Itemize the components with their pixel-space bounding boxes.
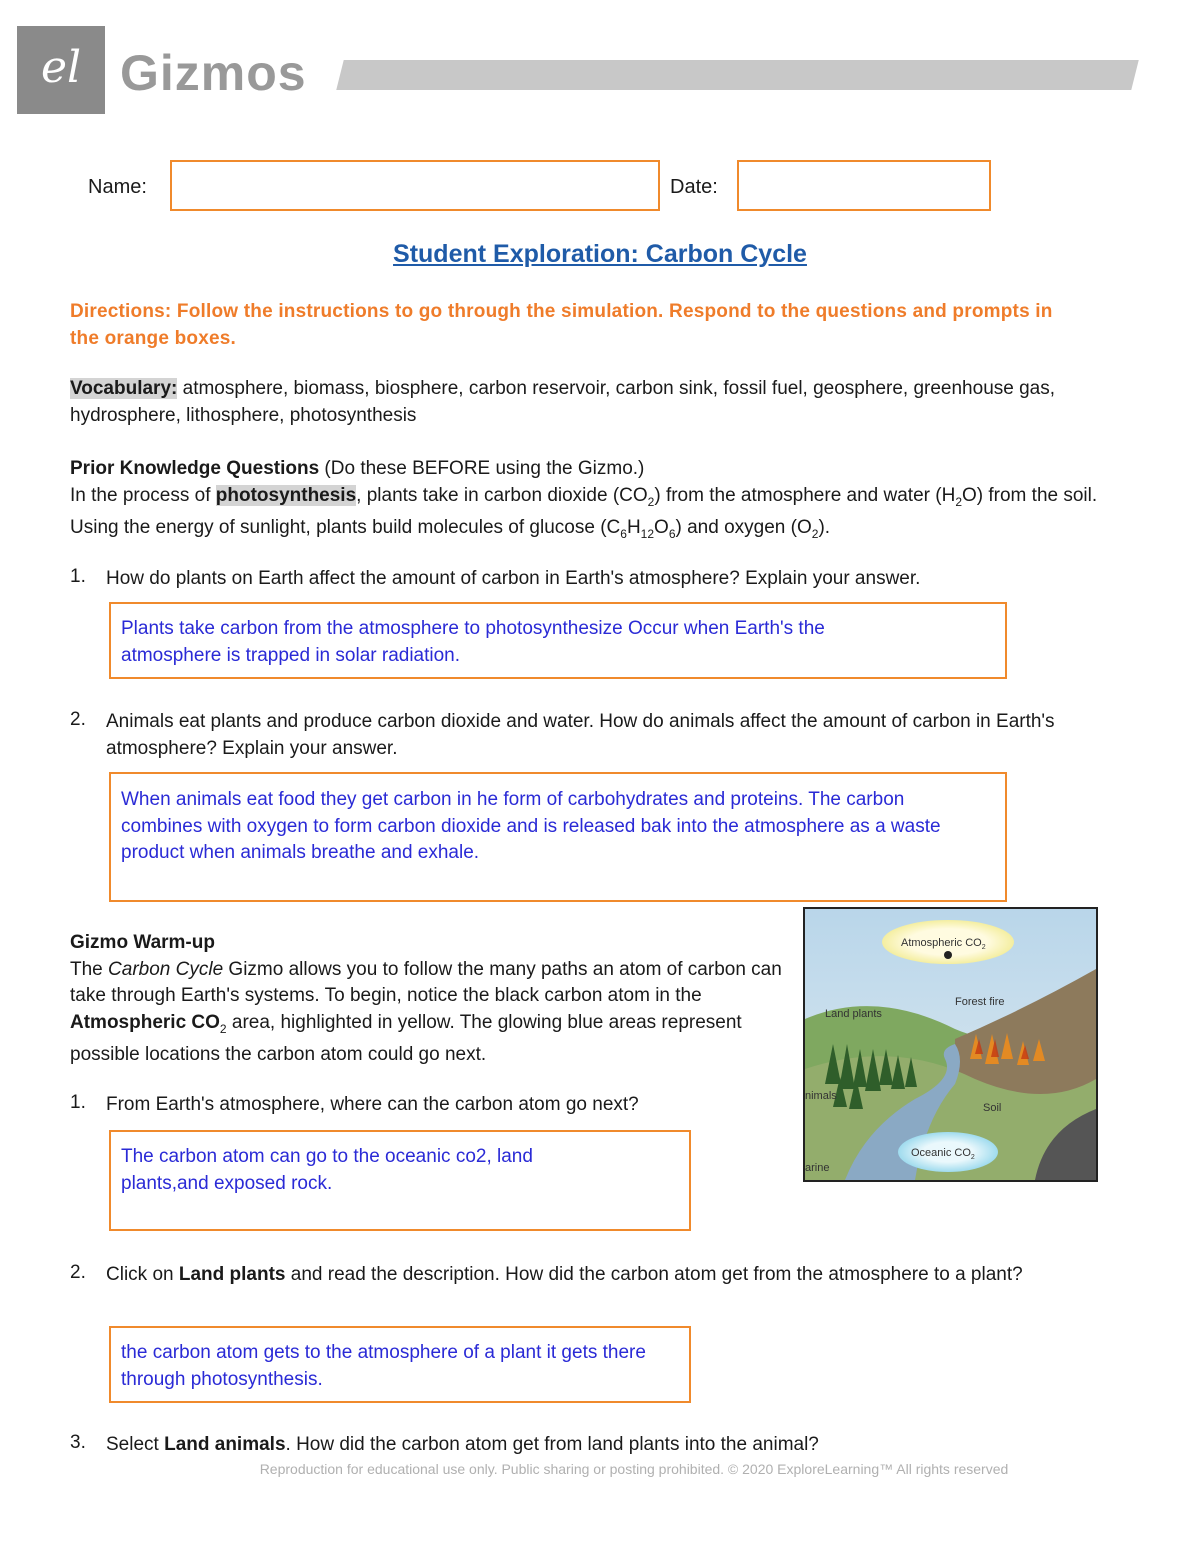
subscript: 12: [640, 526, 655, 541]
question-number: 2.: [70, 1262, 86, 1283]
answer-box[interactable]: [109, 772, 1007, 902]
answer-text: The carbon atom can go to the oceanic co2, land plants,and exposed rock.: [121, 1146, 533, 1194]
question-text: Animals eat plants and produce carbon dioxide and water. How do animals affect the amount of carbon in Earth's atmosphere? Explain your answer.: [106, 711, 1055, 759]
label-animals: nimals: [805, 1090, 837, 1102]
brand-name: Gizmos: [120, 45, 307, 101]
answer-box[interactable]: [109, 602, 1007, 679]
label-soil: Soil: [983, 1102, 1002, 1114]
question-text-part: Select: [106, 1434, 165, 1455]
question-text: From Earth's atmosphere, where can the carbon atom go next?: [106, 1094, 639, 1115]
carbon-atom: [944, 951, 952, 959]
vocabulary: [70, 376, 1140, 429]
prior-heading-line: [70, 456, 1140, 483]
intro-text: ) from the atmosphere and water (H: [654, 484, 956, 506]
label-oceanic: Oceanic CO: [911, 1147, 971, 1159]
warmup-paragraph: [70, 957, 795, 1069]
carbon-cycle-illustration: [805, 909, 1096, 1180]
land-animals-term: Land animals: [164, 1434, 286, 1455]
warmup-text: The: [70, 958, 109, 980]
subscript: 2: [955, 494, 962, 509]
warmup-section: [70, 930, 795, 1068]
intro-text: O) from the soil. Using the energy of sunlight, plants build molecules of glucose (C: [70, 484, 1098, 538]
question-number: 3.: [70, 1432, 86, 1453]
intro-text: H: [626, 516, 641, 538]
name-field[interactable]: [170, 160, 660, 211]
logo-mark: el: [40, 42, 82, 93]
subscript: 2: [811, 526, 819, 541]
subscript: 2: [219, 1021, 227, 1036]
carbon-cycle-image: [803, 907, 1098, 1182]
question-number: 2.: [70, 709, 86, 730]
page-title: Student Exploration: Carbon Cycle: [393, 240, 807, 268]
answer-box[interactable]: [109, 1130, 691, 1231]
prior-heading-note: (Do these BEFORE using the Gizmo.): [319, 458, 645, 479]
header-bar: [336, 60, 1138, 90]
question-text-part: and read the description. How did the carbon atom get from the atmosphere to a plant?: [285, 1264, 1023, 1285]
answer-box[interactable]: [109, 1326, 691, 1403]
question-text: [106, 1432, 1116, 1459]
land-plants-term: Land plants: [178, 1264, 286, 1285]
prior-heading: Prior Knowledge Questions: [70, 458, 320, 479]
label-forest-fire: Forest fire: [955, 996, 1005, 1008]
answer-text: the carbon atom gets to the atmosphere of a plant it gets there through photosynthesis.: [121, 1342, 646, 1390]
name-label: Name:: [88, 176, 147, 198]
question-text: How do plants on Earth affect the amount of carbon in Earth's atmosphere? Explain your answer.: [106, 568, 921, 589]
intro-text: In the process of: [70, 484, 216, 506]
atmospheric-co2-term: Atmospheric CO: [70, 1011, 220, 1033]
subscript: 6: [620, 526, 627, 541]
label-subscript: 2: [981, 944, 986, 951]
date-label: Date:: [670, 176, 718, 198]
prior-knowledge-section: [70, 456, 1140, 547]
vocabulary-label: Vocabulary:: [70, 378, 178, 399]
label-land-plants: Land plants: [825, 1008, 882, 1020]
intro-text: O: [654, 516, 669, 538]
warmup-text: Gizmo allows you to follow the many paths an atom of carbon can take through Earth's systems. To begin, notice the black carbon atom in the: [70, 958, 782, 1006]
question-number: 1.: [70, 1092, 86, 1113]
svg-text:Oceanic CO2: [911, 1147, 975, 1161]
question-text: [106, 1262, 1116, 1289]
question-number: 1.: [70, 566, 86, 587]
photosynthesis-term: photosynthesis: [215, 484, 357, 506]
answer-text: Plants take carbon from the atmosphere to photosynthesize Occur when Earth's the atmosphere is trapped in solar radiation.: [121, 618, 825, 666]
label-atmospheric: Atmospheric CO: [901, 937, 982, 949]
label-subscript: 2: [970, 1154, 975, 1161]
date-field[interactable]: [737, 160, 991, 211]
subscript: 2: [647, 494, 655, 509]
question-text-part: . How did the carbon atom get from land plants into the animal?: [285, 1434, 819, 1455]
intro-text: ).: [818, 516, 831, 538]
svg-text:Atmospheric CO2: [901, 937, 986, 951]
gizmo-name: Carbon Cycle: [108, 958, 224, 980]
intro-text: , plants take in carbon dioxide (CO: [356, 484, 648, 506]
vocabulary-text: atmosphere, biomass, biosphere, carbon reservoir, carbon sink, fossil fuel, geosphere, greenhouse gas, hydrosphere, lithosphere, photosynthesis: [70, 378, 1056, 426]
photosynthesis-intro: [70, 483, 1140, 548]
answer-text: When animals eat food they get carbon in he form of carbohydrates and proteins. The carbon combines with oxygen to form carbon dioxide and is released bak into the atmosphere as a waste product when animals breathe and exhale.: [121, 789, 941, 863]
question-text-part: Click on: [106, 1264, 179, 1285]
warmup-text: area, highlighted in yellow. The glowing blue areas represent possible locations the carbon atom could go next.: [70, 1011, 742, 1065]
warmup-heading: Gizmo Warm-up: [70, 932, 215, 953]
intro-text: ) and oxygen (O: [675, 516, 812, 538]
footer-copyright: Reproduction for educational use only. Public sharing or posting prohibited. © 2020 ExploreLearning™ All rights reserved: [259, 1461, 1009, 1477]
label-marine: arine: [805, 1162, 830, 1174]
subscript: 6: [668, 526, 676, 541]
gizmos-logo: [17, 26, 105, 114]
directions: Directions: Follow the instructions to go through the simulation. Respond to the questions and prompts in the orange boxes.: [70, 301, 1053, 349]
